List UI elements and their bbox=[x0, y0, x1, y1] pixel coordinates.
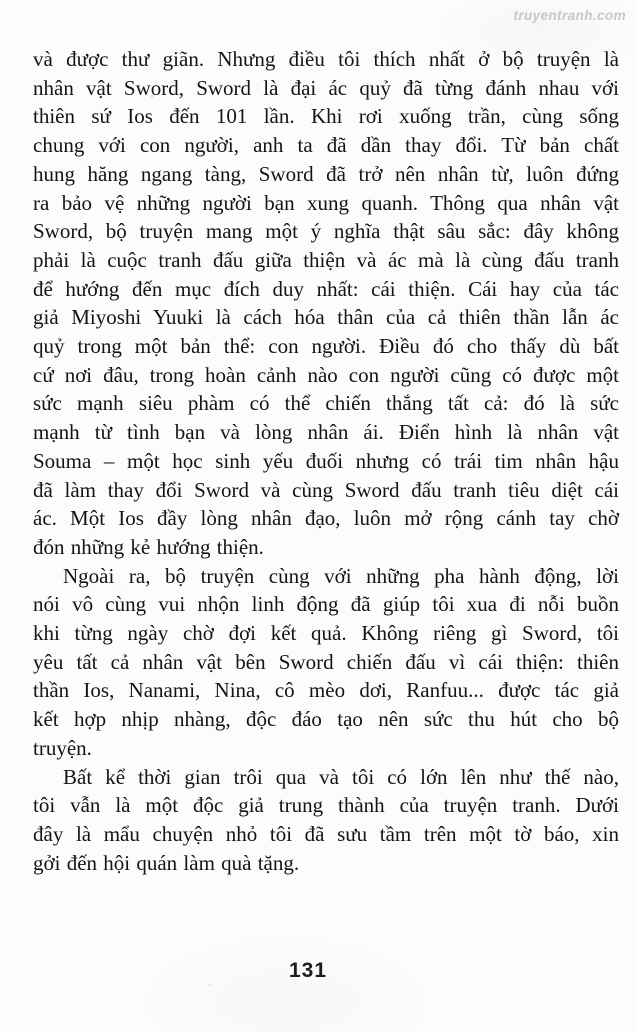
text-line: phải là cuộc tranh đấu giữa thiện và ác mà là cùng đấu tranh bbox=[33, 247, 619, 272]
text-line: gởi đến hội quán làm quà tặng. bbox=[33, 850, 300, 875]
text-line: Souma – một học sinh yếu đuối nhưng có trái tim nhân hậu bbox=[33, 448, 619, 473]
watermark-text: truyentranh.com bbox=[513, 8, 626, 23]
text-line: đã làm thay đổi Sword và cùng Sword đấu tranh tiêu diệt cái bbox=[33, 477, 619, 502]
text-line: thiên sứ Ios đến 101 lần. Khi rơi xuống trần, cùng sống bbox=[33, 104, 619, 129]
paragraph bbox=[33, 763, 619, 878]
text-line: và được thư giãn. Nhưng điều tôi thích nhất ở bộ truyện là bbox=[33, 47, 619, 71]
text-line: giả Miyoshi Yuuki là cách hóa thân của cả thiên thần lẫn ác bbox=[33, 305, 619, 330]
text-line: ác. Một Ios đầy lòng nhân đạo, luôn mở rộng cánh tay chờ bbox=[33, 506, 619, 531]
text-line: kết hợp nhịp nhàng, độc đáo tạo nên sức thu hút cho bộ bbox=[33, 707, 619, 732]
text-line: để hướng đến mục đích duy nhất: cái thiện. Cái hay của tác bbox=[33, 276, 619, 301]
text-line: mạnh từ tình bạn và lòng nhân ái. Điển hình là nhân vật bbox=[33, 420, 619, 445]
text-line: đón những kẻ hướng thiện. bbox=[33, 534, 264, 559]
text-line: sức mạnh siêu phàm có thể chiến thắng tất cả: đó là sức bbox=[33, 391, 619, 416]
text-line: ra bảo vệ những người bạn xung quanh. Thông qua nhân vật bbox=[33, 190, 619, 215]
text-line: thần Ios, Nanami, Nina, cô mèo dơi, Ranfuu... được tác giả bbox=[33, 678, 619, 703]
text-line: nói vô cùng vui nhộn linh động đã giúp tôi xua đi nỗi buồn bbox=[33, 592, 619, 617]
text-line: Sword, bộ truyện mang một ý nghĩa thật sâu sắc: đây không bbox=[33, 219, 619, 244]
paragraph bbox=[33, 45, 619, 562]
page-number: 131 bbox=[288, 959, 328, 982]
text-line: chung với con người, anh ta đã dần thay đổi. Từ bản chất bbox=[33, 133, 619, 158]
text-line: Bất kể thời gian trôi qua và tôi có lớn lên như thế nào, bbox=[63, 764, 619, 789]
text-line: truyện. bbox=[33, 735, 92, 760]
text-line: tôi vẫn là một độc giả trung thành của truyện tranh. Dưới bbox=[33, 793, 619, 818]
text-line: hung hăng ngang tàng, Sword đã trở nên nhân từ, luôn đứng bbox=[33, 161, 619, 186]
text-line: Ngoài ra, bộ truyện cùng với những pha hành động, lời bbox=[63, 563, 619, 588]
paragraph bbox=[33, 562, 619, 763]
text-line: nhân vật Sword, Sword là đại ác quỷ đã từng đánh nhau với bbox=[33, 75, 619, 100]
page-body-text bbox=[33, 45, 619, 877]
text-line: cứ nơi đâu, trong hoàn cảnh nào con người cũng có được một bbox=[33, 362, 619, 387]
text-line: khi từng ngày chờ đợi kết quả. Không riêng gì Sword, tôi bbox=[33, 621, 619, 646]
text-line: đây là mẩu chuyện nhỏ tôi đã sưu tầm trên một tờ báo, xin bbox=[33, 821, 619, 846]
text-line: quỷ trong một bản thể: con người. Điều đó cho thấy dù bất bbox=[33, 334, 619, 359]
text-line: yêu tất cả nhân vật bên Sword chiến đấu vì cái thiện: thiên bbox=[33, 649, 619, 674]
